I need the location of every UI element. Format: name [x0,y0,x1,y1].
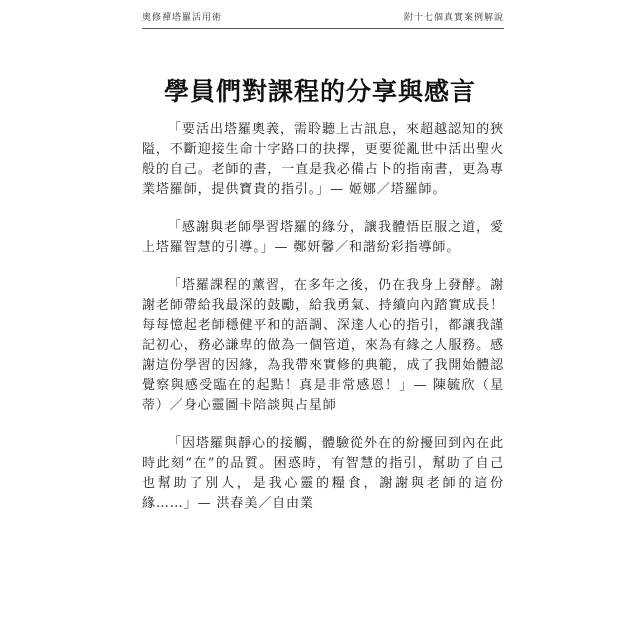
testimonial-text: 「感謝與老師學習塔羅的緣分，讓我體悟臣服之道，愛上塔羅智慧的引導。」— 鄭妍馨／和諧紛彩指導師。 [142,220,504,255]
section-header: 附十七個真實案例解說 [403,13,504,23]
testimonial-text: 「要活出塔羅奧義，需聆聽上古訊息，來超越認知的狹隘，不斷迎接生命十字路口的抉擇，更要從亂世中活出聖火般的自己。老師的書，一直是我必備占卜的指南書，更為專業塔羅師，提供寶貴的指引。」— 姬娜／塔羅師。 [142,122,504,197]
testimonial-paragraph [142,276,504,416]
running-header [142,8,504,29]
testimonials-body [142,120,504,532]
testimonial-text: 「塔羅課程的薰習，在多年之後，仍在我身上發酵。謝謝老師帶給我最深的鼓勵，給我勇氣、持續向內踏實成長！每每憶起老師穩健平和的語調、深達人心的指引，都讓我謹記初心，務必謙卑的做為一個管道，來為有緣之人服務。感謝這份學習的因緣，為我帶來實修的典範，成了我開始體認覺察與感受臨在的起點！真是非常感恩！」— 陳毓欣（星蒂）／身心靈圖卡陪談與占星師 [142,278,504,413]
book-title-header: 奧修禪塔羅活用術 [142,13,223,23]
page-title: 學員們對課程的分享與感言 [163,77,476,106]
testimonial-paragraph [142,120,504,200]
testimonial-text: 「因塔羅與靜心的接觸，體驗從外在的紛擾回到內在此時此刻“在”的品質。困惑時，有智慧的指引，幫助了自己也幫助了別人，是我心靈的糧食，謝謝與老師的這份緣……」— 洪春美／自由業 [142,436,504,511]
testimonial-paragraph [142,218,504,258]
testimonial-paragraph [142,434,504,514]
